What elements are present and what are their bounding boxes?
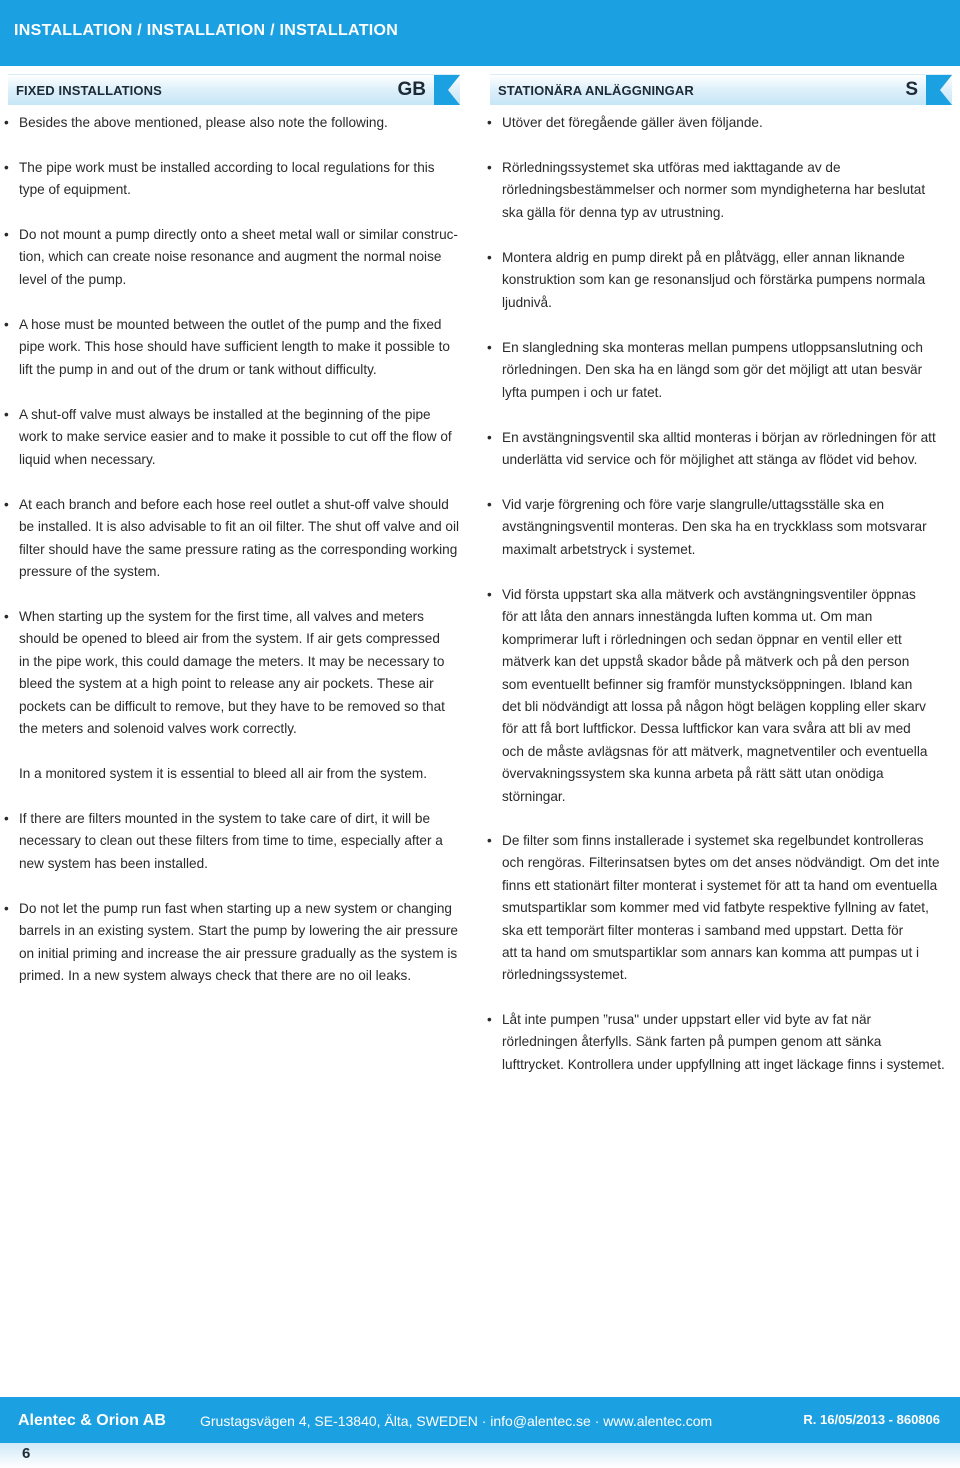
language-code-s: S	[905, 79, 918, 100]
bullet-marker: •	[487, 115, 492, 130]
bullet-text: De filter som finns installerade i systemet ska regelbundet kontrolleras och rengöras. Filterinsatsen bytes om det anses nödvändigt. Om det inte finns ett stationärt filter monterat i systemet för att ta hand om eventuella smutspartiklar som kommer med vid fatbyte respektive fyllning av fatet, ska ett temporärt filter monteras i samband med uppstart. Detta för att ta hand om smutspartiklar som annars kan komma att pumpas ut i rörledningssystemet.	[502, 833, 940, 983]
chevron-flag-icon	[926, 75, 952, 105]
bullet-item	[4, 224, 489, 291]
bullet-item	[487, 157, 960, 224]
bullet-text: A shut-off valve must always be installed at the beginning of the pipe work to make service easier and to make it possible to cut off the flow of liquid when necessary.	[19, 407, 452, 467]
bullet-item	[4, 112, 489, 134]
section-header-s	[490, 74, 952, 105]
chevron-flag-icon	[434, 75, 460, 105]
footer-band	[0, 1397, 960, 1443]
bullet-item	[4, 314, 489, 381]
bullet-text: Do not mount a pump directly onto a sheet metal wall or similar construc- tion, which can create noise resonance and augment the normal noise level of the pump.	[19, 227, 458, 287]
document-revision: R. 16/05/2013 - 860806	[803, 1412, 940, 1427]
bullet-marker: •	[487, 430, 492, 445]
language-code-gb: GB	[397, 79, 426, 100]
bullet-item	[4, 404, 489, 471]
bullet-item	[4, 606, 489, 785]
bullet-text: If there are filters mounted in the system to take care of dirt, it will be necessary to clean out these filters from time to time, especially after a new system has been installed.	[19, 811, 443, 871]
bullet-marker: •	[4, 227, 9, 242]
bullet-marker: •	[4, 317, 9, 332]
language-flag-gb	[398, 75, 461, 105]
bullet-text: Do not let the pump run fast when starting up a new system or changing barrels in an existing system. Start the pump by lowering the air pressure on initial priming and increase the air pressure gradually as the system is primed. In a new system always check that there are no oil leaks.	[19, 901, 458, 984]
bullet-text: En avstängningsventil ska alltid monteras i början av rörledningen för att underlätta vid service och för möjlighet att stänga av flödet vid behov.	[502, 430, 936, 468]
bullet-item	[4, 808, 489, 875]
bullet-text: Utöver det föregående gäller även följande.	[502, 115, 763, 130]
section-header-gb	[8, 74, 460, 105]
language-flag-s	[905, 75, 952, 105]
bullet-item	[487, 247, 960, 314]
section-heading-gb: FIXED INSTALLATIONS	[16, 83, 162, 98]
bullet-item	[4, 157, 489, 202]
bullet-text: Besides the above mentioned, please also note the following.	[19, 115, 388, 130]
bullet-marker: •	[4, 901, 9, 916]
bullet-item	[487, 337, 960, 404]
bullet-text: Vid varje förgrening och före varje slangrulle/uttagsställe ska en avstängningsventil monteras. Den ska ha en tryckklass som motsvarar maximalt arbetstryck i systemet.	[502, 497, 927, 557]
bullet-marker: •	[487, 340, 492, 355]
bullet-marker: •	[4, 407, 9, 422]
bullet-marker: •	[4, 160, 9, 175]
bullet-marker: •	[487, 1012, 492, 1027]
bullet-text: At each branch and before each hose reel outlet a shut-off valve should be installed. It is also advisable to fit an oil filter. The shut off valve and oil filter should have the same pressure rating as the corresponding working pressure of the system.	[19, 497, 460, 580]
bullet-text: Låt inte pumpen ”rusa" under uppstart eller vid byte av fat när rörledningen återfylls. Sänk farten på pumpen genom att sänka lufttrycket. Kontrollera under uppfyllning att inget läckage finns i systemet.	[502, 1012, 945, 1072]
bullet-item	[487, 584, 960, 808]
bullet-text: En slangledning ska monteras mellan pumpens utloppsanslutning och rörledningen. Den ska ha en längd som gör det möjligt att utan besvär lyfta pumpen i och ur fatet.	[502, 340, 923, 400]
bullet-item	[4, 494, 489, 584]
bullet-marker: •	[4, 609, 9, 624]
bullet-text: Vid första uppstart ska alla mätverk och avstängningsventiler öppnas för att låta den annars innestängda luften komma ut. Om man komprimerar luft i rörledningen och sedan öppnar en ventil eller ett mätverk kan det uppstå skador både på mätverk och på den person som eventuellt befinner sig framför munstycksöppningen. Ibland kan det bli nödvändigt att lossa på någon högt belägen koppling eller skarv för att få bort luftfickor. Dessa luftfickor kan vara svåra att bli av med och de måste avlägsnas för att mätverk, magnetventiler och eventuella övervakningssystem ska kunna arbeta på rätt sätt utan onödiga störningar.	[502, 587, 928, 804]
bullet-text: Rörledningssystemet ska utföras med iakttagande av de rörledningsbestämmelser och normer som myndigheterna har beslutat ska gälla för denna typ av utrustning.	[502, 160, 926, 220]
bullet-marker: •	[4, 811, 9, 826]
bullet-marker: •	[487, 497, 492, 512]
bullet-text: A hose must be mounted between the outlet of the pump and the fixed pipe work. This hose should have sufficient length to make it possible to lift the pump in and out of the drum or tank without difficulty.	[19, 317, 450, 377]
bullet-marker: •	[487, 587, 492, 602]
bullet-item	[4, 898, 489, 988]
bullet-marker: •	[4, 115, 9, 130]
bullet-item	[487, 427, 960, 472]
bullet-text: When starting up the system for the first time, all valves and meters should be opened to bleed air from the system. If air gets compressed in the pipe work, this could damage the meters. It may be necessary to bleed the system at a high point to release any air pockets. These air pockets can be difficult to remove, but they have to be removed so that the meters and solenoid valves work correctly. In a monitored system it is essential to bleed all air from the system.	[19, 609, 445, 781]
bullet-item	[487, 830, 960, 987]
bullet-marker: •	[487, 250, 492, 265]
section-heading-s: STATIONÄRA ANLÄGGNINGAR	[498, 83, 694, 98]
bullet-item	[487, 1009, 960, 1076]
bullet-text: Montera aldrig en pump direkt på en plåtvägg, eller annan liknande konstruktion som kan ge resonansljud och förstärka pumpens normala ljudnivå.	[502, 250, 926, 310]
footer-strip	[0, 1443, 960, 1468]
bullet-text: The pipe work must be installed according to local regulations for this type of equipment.	[19, 160, 435, 198]
bullet-marker: •	[487, 160, 492, 175]
page-number: 6	[22, 1445, 31, 1462]
company-address: Grustagsvägen 4, SE-13840, Älta, SWEDEN · info@alentec.se · www.alentec.com	[200, 1413, 713, 1429]
top-banner	[0, 0, 960, 66]
bullet-item	[487, 494, 960, 561]
company-name: Alentec & Orion AB	[18, 1412, 166, 1429]
bullet-marker: •	[487, 833, 492, 848]
page-title: INSTALLATION / INSTALLATION / INSTALLATION	[14, 22, 399, 39]
bullet-item	[487, 112, 960, 134]
bullet-marker: •	[4, 497, 9, 512]
